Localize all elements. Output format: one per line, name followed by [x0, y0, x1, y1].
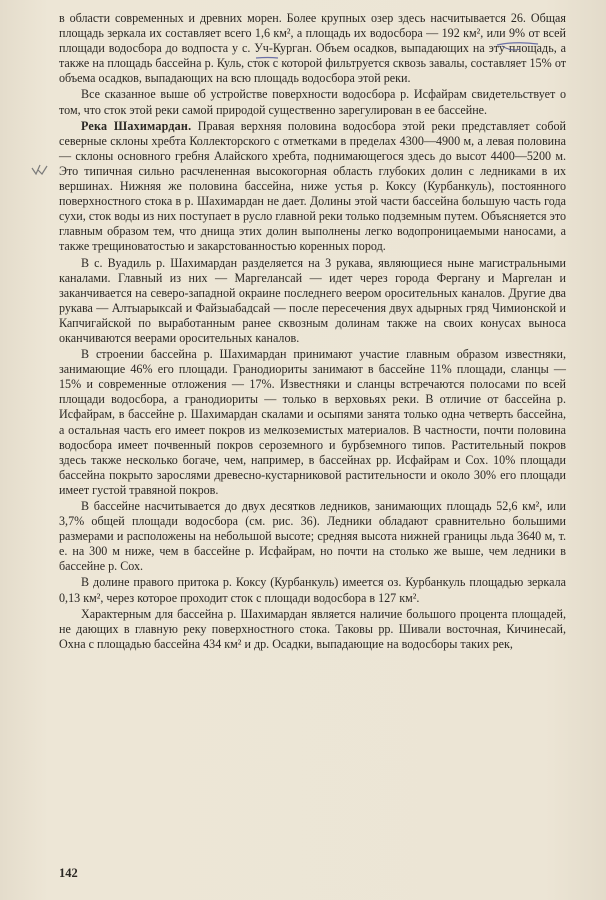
page-body	[59, 11, 566, 652]
paragraph-4: В с. Вуадиль р. Шахимардан разделяется на 3 рукава, являющиеся ныне магистральными каналами. Главный из них — Маргелансай — идет через города Фергану и Маргелан и заканчивается на северо-западной окраине последнего веером оросительных каналов. Другие два рукава — Алтыарыксай и Файзыабадсай — после пересечения двух адырных гряд Чимионской и Капчигайской по выработанным ранее сквозным долинам также на своих конусах выноса оканчиваются веерами оросительных каналов.	[59, 255, 566, 345]
paragraph-2: Все сказанное выше об устройстве поверхности водосбора р. Исфайрам свидетельствует о том, что сток этой реки самой природой существенно зарегулирован в ее бассейне.	[59, 87, 566, 117]
paragraph-3: Река Шахимардан. Правая верхняя половина водосбора этой реки представляет собой северные склоны хребта Коллекторского с отметками в пределах 4300—4900 м, а левая половина — склоны основного гребня Алайского хребта, поднимающегося здесь до высот 4400—5200 м. Это типичная сильно расчлененная высокогорная область глубоких долин с ледниками в их вершинах. Нижняя же половина бассейна, ниже устья р. Коксу (Курбанкуль), постоянного поверхностного стока в р. Шахимардан не дает. Долины этой части бассейна большую часть года сухи, сток воды из них поступает в русло главной реки только подземным путем. Объясняется это главным образом тем, что днища этих долин выполнены легко водопроницаемыми наносами, а также трещиноватостью и закарстованностью коренных пород.	[59, 118, 566, 254]
section-heading: Река Шахимардан.	[81, 118, 192, 133]
paragraph-8: Характерным для бассейна р. Шахимардан является наличие большого процента площадей, не дающих в главную реку поверхностного стока. Таковы рр. Шивали восточная, Кичинесай, Охна с площадью бассейна 434 км² и др. Осадки, выпадающие на водосборы таких рек,	[59, 606, 566, 651]
paragraph-5: В строении бассейна р. Шахимардан принимают участие главным образом известняки, занимающие 46% его площади. Гранодиориты занимают в бассейне 11% площади, сланцы — 15% и современные отложения — 17%. Известняки и сланцы встречаются полосами по всей площади водосбора, а гранодиориты — только в верховьях реки. В отличие от бассейна р. Исфайрам, в бассейне р. Шахимардан скалами и осыпями занята только одна четверть бассейна, а остальная часть его имеет покров из мелкоземистых материалов. В частности, почти половина водосбора имеет почвенный покров сероземного и бурбземного типов. Растительный покров здесь также несколько богаче, чем, например, в бассейнах рр. Исфайрам и Сох. 10% площади бассейна покрыто зарослями древесно-кустарниковой растительности и около 30% его площади имеет густой травяной покров.	[59, 347, 566, 497]
paragraph-7: В долине правого притока р. Коксу (Курбанкуль) имеется оз. Курбанкуль площадью зеркала 0,13 км², через которое проходит сток с площади водосбора в 127 км².	[59, 575, 566, 605]
paragraph-1: в области современных и древних морен. Более крупных озер здесь насчитывается 26. Общая площадь зеркала их составляет всего 1,6 км², а площадь их водосбора — 192 км², или 9% от всей площади водосбора до водпоста у с. Уч-Курган. Объем осадков, выпадающих на эту площадь, а также на площадь бассейна р. Куль, сток с которой фильтруется сквозь завалы, составляет 15% от объема осадков, выпадающих на всю площадь водосбора этой реки.	[59, 11, 566, 86]
paragraph-6: В бассейне насчитывается до двух десятков ледников, занимающих площадь 52,6 км², или 3,7% общей площади водосбора (см. рис. 36). Ледники обладают сравнительно большими размерами и расположены на небольшой высоте; средняя высота нижней границы льда 3640 м, т. е. на 300 м ниже, чем в бассейне р. Исфайрам, но почти на столько же выше, чем ледники в бассейне р. Сох.	[59, 499, 566, 574]
page-number: 142	[59, 866, 78, 880]
margin-checkmark-icon	[30, 162, 52, 176]
